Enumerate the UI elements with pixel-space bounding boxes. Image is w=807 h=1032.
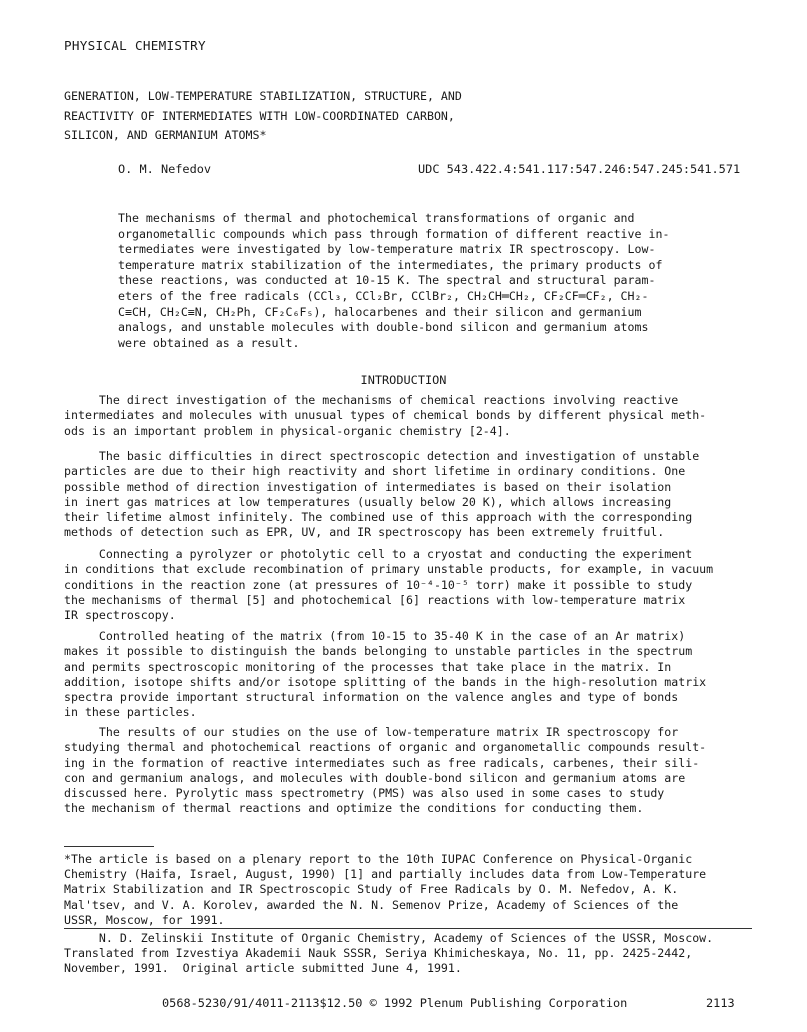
affiliation-divider	[64, 928, 752, 929]
paragraph-line: The basic difficulties in direct spectroscopic detection and investigation of unstable	[64, 449, 700, 463]
abstract-line: were obtained as a result.	[118, 335, 300, 350]
intro-paragraph-4	[64, 629, 706, 721]
affiliation-block	[64, 931, 713, 977]
paragraph-line: spectra provide important structural information on the valence angles and type of bonds	[64, 690, 679, 705]
paragraph-line: in these particles.	[64, 705, 197, 720]
publication-identifier: 0568-5230/91/4011-2113$12.50 © 1992 Plenum Publishing Corporation	[162, 996, 628, 1010]
paragraph-line: makes it possible to distinguish the bands belonging to unstable particles in the spectrum	[64, 644, 693, 659]
paragraph-line: possible method of direction investigation of intermediates is based on their isolation	[64, 479, 672, 494]
abstract-line: C≡CH, CH₂C≡N, CH₂Ph, CF₂C₆F₅), halocarbenes and their silicon and germanium	[118, 304, 642, 319]
abstract-line: eters of the free radicals (CCl₃, CCl₂Br, CClBr₂, CH₂CH═CH₂, CF₂CF═CF₂, CH₂-	[118, 288, 649, 303]
paragraph-line: conditions in the reaction zone (at pressures of 10⁻⁴-10⁻⁵ torr) make it possible to study	[64, 577, 693, 592]
affiliation-line: Translated from Izvestiya Akademii Nauk SSSR, Seriya Khimicheskaya, No. 11, pp. 2425-2442,	[64, 946, 693, 961]
journal-section-header: PHYSICAL CHEMISTRY	[64, 38, 206, 53]
abstract-line: The mechanisms of thermal and photochemical transformations of organic and	[118, 211, 635, 225]
paragraph-line: Controlled heating of the matrix (from 10-15 to 35-40 K in the case of an Ar matrix)	[64, 629, 686, 643]
paragraph-line: particles are due to their high reactivity and short lifetime in ordinary conditions. One	[64, 464, 686, 479]
footnote-line: Matrix Stabilization and IR Spectroscopic Study of Free Radicals by O. M. Nefedov, A. K.	[64, 882, 679, 897]
abstract	[118, 211, 669, 351]
paragraph-line: Connecting a pyrolyzer or photolytic cell to a cryostat and conducting the experiment	[64, 547, 693, 561]
paragraph-line: addition, isotope shifts and/or isotope splitting of the bands in the high-resolution matrix	[64, 674, 707, 689]
title-line: REACTIVITY OF INTERMEDIATES WITH LOW-COORDINATED CARBON,	[64, 108, 455, 123]
udc-code: UDC 543.422.4:541.117:547.246:547.245:541.571	[418, 162, 741, 176]
footnote-line: *The article is based on a plenary report to the 10th IUPAC Conference on Physical-Organic	[64, 852, 693, 866]
abstract-line: temperature matrix stabilization of the intermediates, the primary products of	[118, 257, 663, 272]
footnote-divider	[64, 846, 154, 847]
footnote-line: Mal'tsev, and V. A. Korolev, awarded the N. N. Semenov Prize, Academy of Sciences of the	[64, 897, 679, 912]
paragraph-line: in inert gas matrices at low temperatures (usually below 20 K), which allows increasing	[64, 494, 672, 509]
paragraph-line: and permits spectroscopic monitoring of the processes that take place in the matrix. In	[64, 659, 672, 674]
intro-paragraph-5	[64, 725, 706, 817]
paragraph-line: in conditions that exclude recombination of primary unstable products, for example, in vacuum	[64, 562, 714, 577]
paragraph-line: methods of detection such as EPR, UV, and IR spectroscopy has been extremely fruitful.	[64, 525, 665, 540]
footnote-line: USSR, Moscow, for 1991.	[64, 912, 225, 927]
paragraph-line: The results of our studies on the use of low-temperature matrix IR spectroscopy for	[64, 725, 679, 739]
paragraph-line: studying thermal and photochemical reactions of organic and organometallic compounds result-	[64, 740, 707, 755]
abstract-line: these reactions, was conducted at 10-15 K. The spectral and structural param-	[118, 273, 656, 288]
paragraph-line: con and germanium analogs, and molecules with double-bond silicon and germanium atoms are	[64, 770, 686, 785]
introduction-heading: INTRODUCTION	[360, 373, 447, 387]
abstract-line: termediates were investigated by low-temperature matrix IR spectroscopy. Low-	[118, 242, 656, 257]
title-line: SILICON, AND GERMANIUM ATOMS*	[64, 128, 267, 142]
paragraph-line: the mechanisms of thermal [5] and photochemical [6] reactions with low-temperature matrix	[64, 592, 686, 607]
paragraph-line: IR spectroscopy.	[64, 608, 176, 623]
paragraph-line: intermediates and molecules with unusual types of chemical bonds by different physical meth-	[64, 408, 707, 423]
paragraph-line: their lifetime almost infinitely. The combined use of this approach with the corresponding	[64, 510, 693, 525]
affiliation-line: N. D. Zelinskii Institute of Organic Chemistry, Academy of Sciences of the USSR, Moscow.	[64, 931, 714, 945]
intro-paragraph-2	[64, 449, 699, 541]
paragraph-line: The direct investigation of the mechanisms of chemical reactions involving reactive	[64, 393, 679, 407]
footnote-line: Chemistry (Haifa, Israel, August, 1990) [1] and partially includes data from Low-Temperature	[64, 867, 707, 882]
page-number: 2113	[706, 996, 735, 1010]
paragraph-line: ing in the formation of reactive intermediates such as free radicals, carbenes, their sili-	[64, 755, 700, 770]
paragraph-line: ods is an important problem in physical-organic chemistry [2-4].	[64, 423, 511, 438]
footnote	[64, 852, 706, 928]
article-title	[64, 87, 462, 146]
intro-paragraph-3	[64, 547, 713, 623]
author-name: O. M. Nefedov	[118, 162, 212, 176]
paragraph-line: the mechanism of thermal reactions and optimize the conditions for conducting them.	[64, 801, 644, 816]
abstract-line: analogs, and unstable molecules with double-bond silicon and germanium atoms	[118, 320, 649, 335]
affiliation-line: November, 1991. Original article submitted June 4, 1991.	[64, 961, 462, 976]
abstract-line: organometallic compounds which pass through formation of different reactive in-	[118, 226, 670, 241]
intro-paragraph-1	[64, 393, 706, 439]
title-line: GENERATION, LOW-TEMPERATURE STABILIZATION, STRUCTURE, AND	[64, 89, 462, 103]
paragraph-line: discussed here. Pyrolytic mass spectrometry (PMS) was also used in some cases to study	[64, 786, 665, 801]
